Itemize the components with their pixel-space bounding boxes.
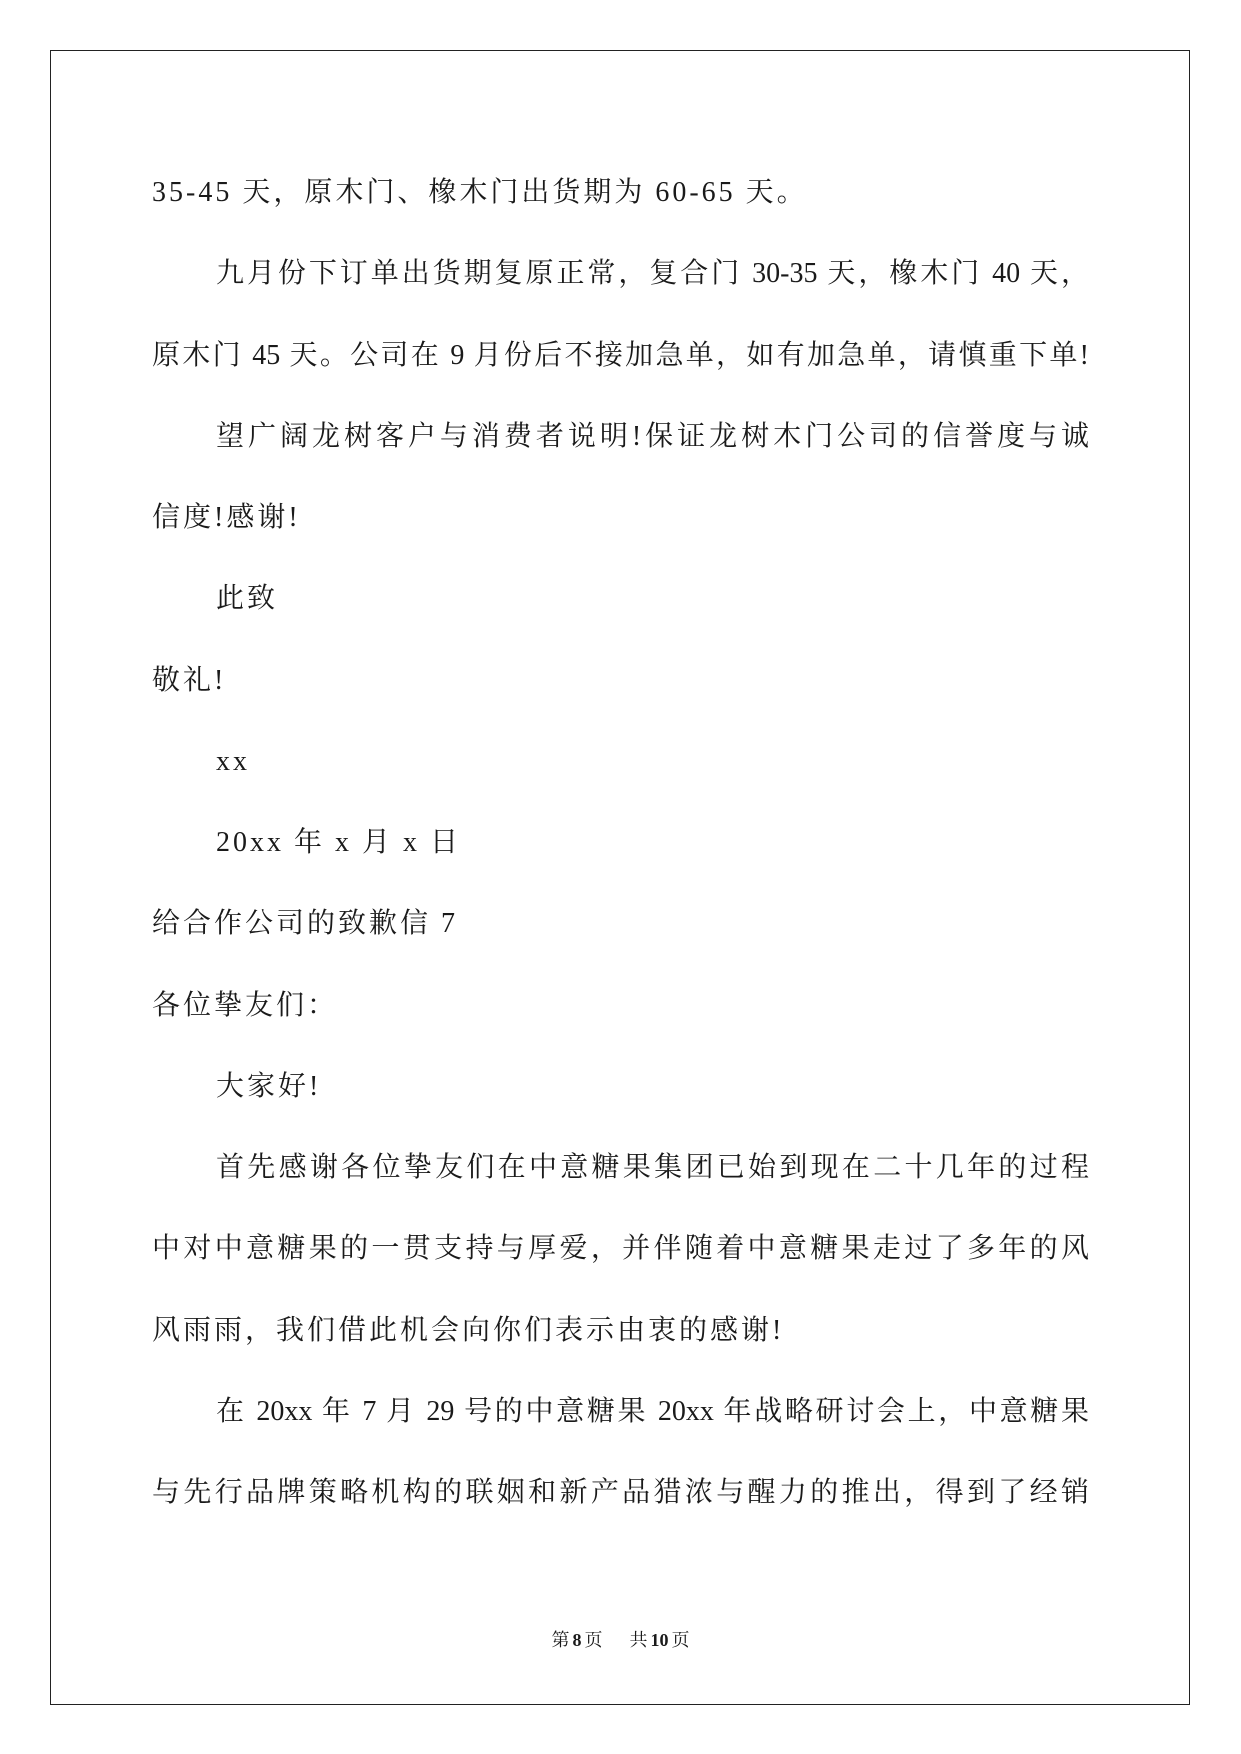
body-text-line: 在 20xx 年 7 月 29 号的中意糖果 20xx 年战略研讨会上，中意糖果 bbox=[216, 1395, 1089, 1427]
body-text-line: 原木门 45 天。公司在 9 月份后不接加急单，如有加急单，请慎重下单! bbox=[152, 339, 1089, 371]
date-line: 20xx 年 x 月 x 日 bbox=[216, 827, 462, 858]
page-total-prefix: 共 bbox=[629, 1630, 648, 1650]
body-text-line: 35-45 天，原木门、橡木门出货期为 60-65 天。 bbox=[152, 177, 808, 208]
closing-phrase: 此致 bbox=[216, 583, 279, 615]
page-current-prefix: 第 bbox=[551, 1630, 570, 1650]
letter-greeting: 各位挚友们： bbox=[152, 989, 339, 1021]
document-body bbox=[152, 152, 1089, 1533]
body-text-line: 信度!感谢! bbox=[152, 502, 301, 533]
body-text-line: 首先感谢各位挚友们在中意糖果集团已始到现在二十几年的过程 bbox=[216, 1152, 1089, 1183]
page-number-current bbox=[552, 1630, 608, 1650]
page-total-number: 10 bbox=[650, 1630, 669, 1650]
body-text-line: 九月份下订单出货期复原正常，复合门 30-35 天，橡木门 40 天， bbox=[216, 258, 1089, 290]
page-current-suffix: 页 bbox=[584, 1630, 603, 1650]
body-text-line: 望广阔龙树客户与消费者说明!保证龙树木门公司的信誉度与诚 bbox=[216, 420, 1089, 452]
body-text-line: 风雨雨，我们借此机会向你们表示由衷的感谢! bbox=[152, 1314, 785, 1346]
page-footer bbox=[0, 1628, 1241, 1652]
greeting-line: 大家好! bbox=[216, 1070, 322, 1102]
page-total-suffix: 页 bbox=[671, 1630, 690, 1650]
page-number-total bbox=[625, 1630, 690, 1650]
body-text-line: 中对中意糖果的一贯支持与厚爱，并伴随着中意糖果走过了多年的风 bbox=[152, 1233, 1089, 1265]
signature: xx bbox=[216, 745, 250, 777]
body-text-line: 与先行品牌策略机构的联姻和新产品猎浓与醒力的推出，得到了经销 bbox=[152, 1477, 1089, 1508]
closing-salutation: 敬礼! bbox=[152, 664, 227, 696]
section-heading: 给合作公司的致歉信 7 bbox=[152, 908, 459, 940]
page-current-number: 8 bbox=[572, 1630, 582, 1650]
